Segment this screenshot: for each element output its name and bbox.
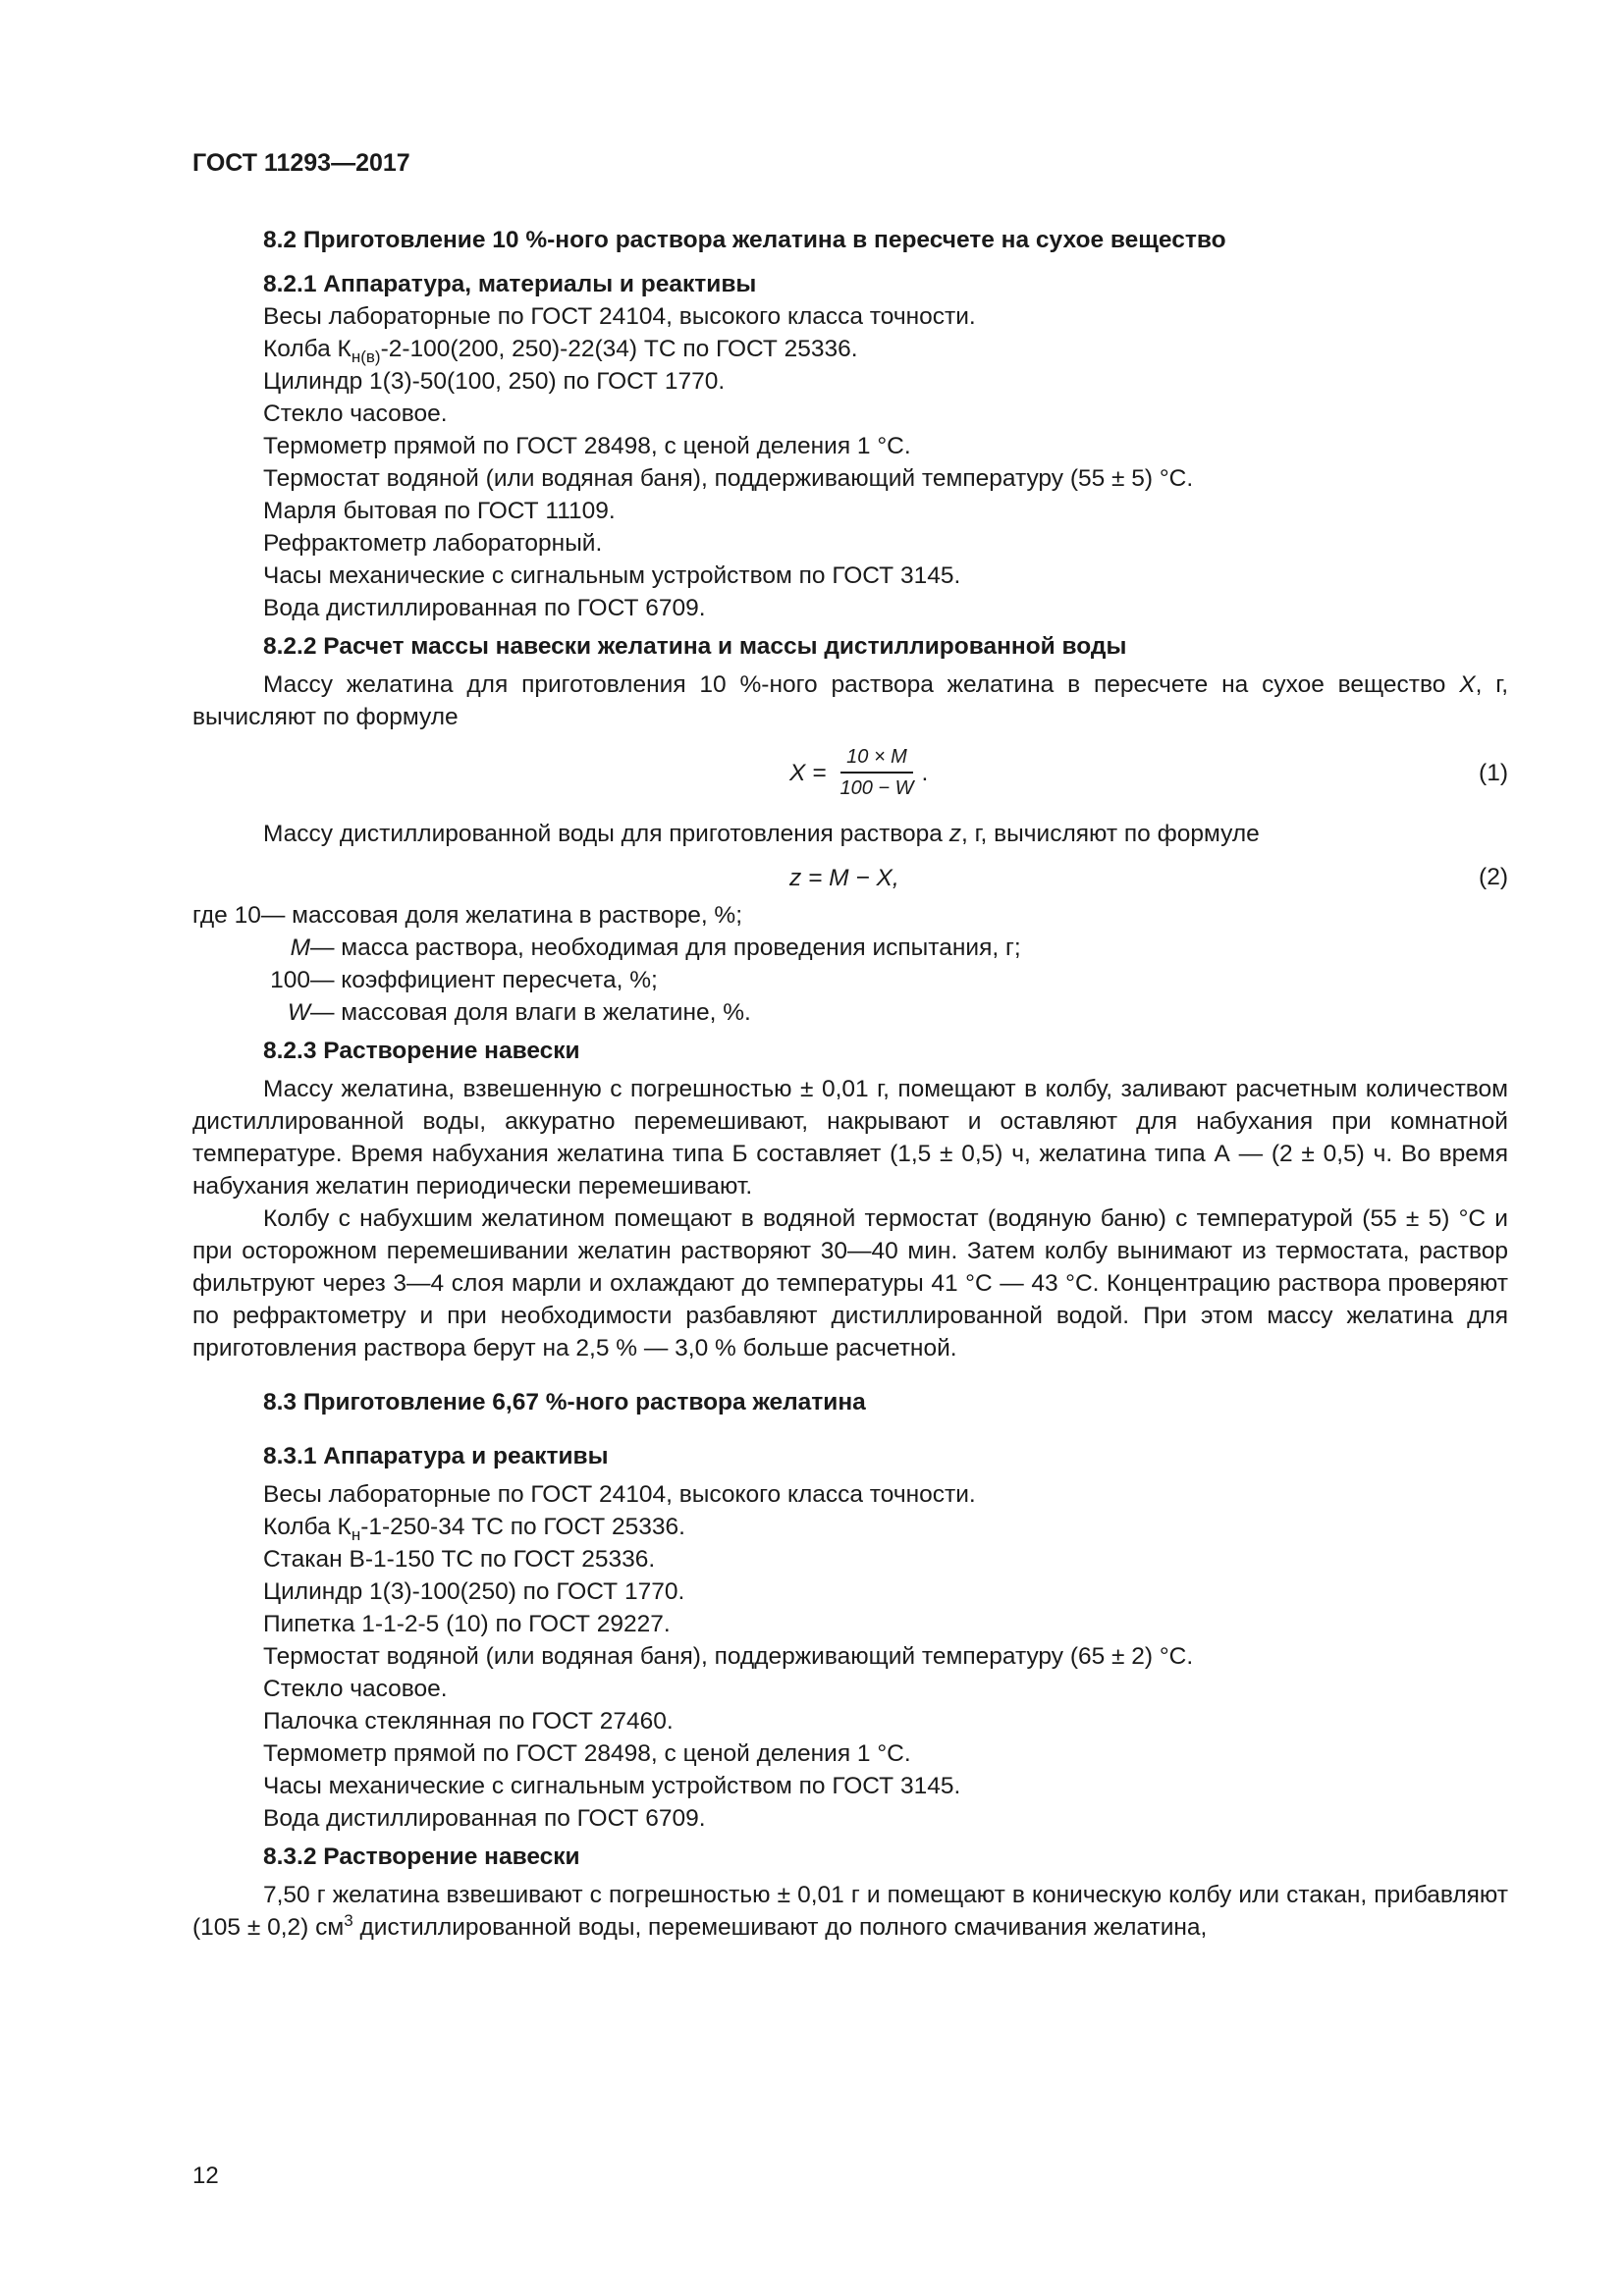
section-8-3-2-title: 8.3.2 Растворение навески: [263, 1843, 580, 1870]
list-item: Пипетка 1-1-2-5 (10) по ГОСТ 29227.: [263, 1611, 671, 1637]
list-item: Часы механические с сигнальным устройством по ГОСТ 3145.: [263, 1773, 961, 1799]
section-8-3-1-title: 8.3.1 Аппаратура и реактивы: [263, 1443, 609, 1469]
section-8-3-title: 8.3 Приготовление 6,67 %-ного раствора желатина: [263, 1389, 866, 1415]
page-number: 12: [192, 2163, 219, 2189]
formula-1-fraction: [834, 744, 919, 801]
document-body: [192, 224, 1508, 1944]
legend-row: где 10 — массовая доля желатина в растворе, %;: [192, 902, 743, 929]
list-item: Цилиндр 1(3)-100(250) по ГОСТ 1770.: [263, 1578, 685, 1605]
paragraph: Массу желатина для приготовления 10 %-ного раствора желатина в пересчете на сухое вещество X, г, вычисляют по формуле: [192, 671, 1508, 730]
list-item: Стекло часовое.: [263, 1676, 448, 1702]
formula-1-numerator: 10 × M: [840, 744, 913, 774]
list-item: Термостат водяной (или водяная баня), поддерживающий температуру (55 ± 5) °С.: [263, 465, 1194, 492]
paragraph: Массу дистиллированной воды для приготовления раствора z, г, вычисляют по формуле: [263, 821, 1260, 847]
paragraph: Массу желатина, взвешенную с погрешностью ± 0,01 г, помещают в колбу, заливают расчетным количеством дистиллированной воды, аккуратно перемешивают, накрывают и оставляют для набухания при комнатной температуре. Время набухания желатина типа Б составляет (1,5 ± 0,5) ч, желатина типа А — (2 ± 0,5) ч. Во время набухания желатин периодически перемешивают.: [192, 1076, 1508, 1200]
list-item: Вода дистиллированная по ГОСТ 6709.: [263, 1805, 706, 1832]
formula-1-denominator: 100 − W: [839, 777, 914, 799]
formula-2-number: (2): [1479, 864, 1508, 890]
formula-2: [192, 856, 1508, 899]
list-item: Рефрактометр лабораторный.: [263, 530, 603, 557]
list-item: Палочка стеклянная по ГОСТ 27460.: [263, 1708, 674, 1735]
list-item: Вода дистиллированная по ГОСТ 6709.: [263, 595, 706, 621]
list-item: Часы механические с сигнальным устройством по ГОСТ 3145.: [263, 562, 961, 589]
list-item: Весы лабораторные по ГОСТ 24104, высокого класса точности.: [263, 1481, 976, 1508]
list-item: Стакан В-1-150 ТС по ГОСТ 25336.: [263, 1546, 656, 1573]
legend-row: M — масса раствора, необходимая для проведения испытания, г;: [290, 934, 1021, 961]
document-code-header: ГОСТ 11293—2017: [192, 149, 410, 177]
section-8-2-1-title: 8.2.1 Аппаратура, материалы и реактивы: [263, 271, 757, 297]
formula-1-lhs: X =: [789, 759, 827, 786]
paragraph: 7,50 г желатина взвешивают с погрешностью ± 0,01 г и помещают в коническую колбу или стакан, прибавляют (105 ± 0,2) $см^3$ дистиллированной воды, перемешивают до полного смачивания желатина,: [192, 1882, 1508, 1941]
section-8-2-2-title: 8.2.2 Расчет массы навески желатина и массы дистиллированной воды: [263, 633, 1127, 660]
formula-2-expression: z = M − X,: [789, 864, 899, 891]
formula-1: X = $\frac{10 \times M}{100 - W}$ . (1): [789, 746, 1508, 799]
list-item: Термометр прямой по ГОСТ 28498, с ценой деления 1 °С.: [263, 1740, 911, 1767]
list-item: Цилиндр 1(3)-50(100, 250) по ГОСТ 1770.: [263, 368, 726, 395]
section-8-2-title: 8.2 Приготовление 10 %-ного раствора желатина в пересчете на сухое вещество: [263, 227, 1226, 253]
list-item: Термометр прямой по ГОСТ 28498, с ценой деления 1 °С.: [263, 433, 911, 459]
section-8-2-3-title: 8.2.3 Растворение навески: [263, 1038, 580, 1064]
paragraph: Колбу с набухшим желатином помещают в водяной термостат (водяную баню) с температурой (55 ± 5) °С и при осторожном перемешивании желатин растворяют 30—40 мин. Затем колбу вынимают из термостата, раствор фильтруют через 3—4 слоя марли и охлаждают до температуры 41 °С — 43 °С. Концентрацию раствора проверяют по рефрактометру и при необходимости разбавляют дистиллированной водой. При этом массу желатина для приготовления раствора берут на 2,5 % — 3,0 % больше расчетной.: [192, 1205, 1508, 1362]
list-item: Колба $К_{н(в)}-2-100(200$, 250)-22(34) ТС по ГОСТ 25336.: [263, 336, 858, 366]
list-item: Колба $К_н-1-250-34$ ТС по ГОСТ 25336.: [263, 1514, 685, 1544]
list-item: Термостат водяной (или водяная баня), поддерживающий температуру (65 ± 2) °С.: [263, 1643, 1194, 1670]
list-item: Марля бытовая по ГОСТ 11109.: [263, 498, 616, 524]
list-item: Стекло часовое.: [263, 400, 448, 427]
legend-row: W — массовая доля влаги в желатине, %.: [287, 999, 751, 1026]
list-item: Весы лабораторные по ГОСТ 24104, высокого класса точности.: [263, 303, 976, 330]
formula-1-number: (1): [1479, 760, 1508, 786]
legend-row: 100 — коэффициент пересчета, %;: [270, 967, 658, 993]
